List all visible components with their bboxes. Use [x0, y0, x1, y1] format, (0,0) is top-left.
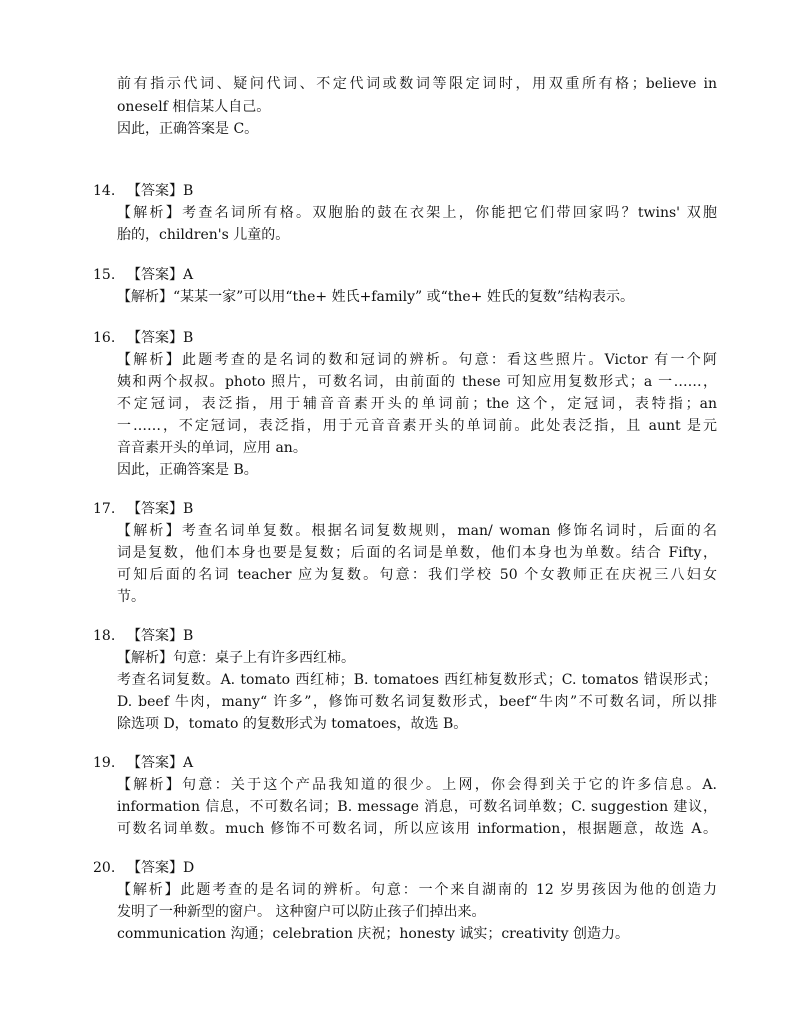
explanation-line: 姨和两个叔叔。photo 照片，可数名词，由前面的 these 可知应用复数形式；a 一……， [117, 374, 717, 390]
intro-line: oneself 相信某人自己。 [117, 99, 271, 115]
answer-label: 【答案】A [127, 755, 194, 771]
question-number: 14. [93, 183, 116, 199]
explanation-line: 考查名词复数。A. tomato 西红柿；B. tomatoes 西红柿复数形式；C. tomatos 错误形式； [117, 672, 717, 688]
question-number: 20. [93, 860, 116, 876]
intro-line: 因此，正确答案是 C。 [117, 121, 259, 137]
answer-label: 【答案】A [127, 267, 194, 283]
explanation-line: 【解析】句意：桌子上有许多西红柿。 [117, 650, 355, 666]
answer-label: 【答案】B [127, 183, 194, 199]
explanation-line: 【解析】考查名词所有格。双胞胎的鼓在衣架上，你能把它们带回家吗？twins' 双胞 [117, 205, 717, 221]
explanation-line: information 信息，不可数名词；B. message 消息，可数名词单数；C. suggestion 建议， [117, 799, 717, 815]
question-number: 15. [93, 267, 116, 283]
explanation-line: communication 沟通；celebration 庆祝；honesty 诚实；creativity 创造力。 [117, 926, 629, 942]
intro-line: 前有指示代词、疑问代词、不定代词或数词等限定词时，用双重所有格；believe in [117, 76, 717, 92]
explanation-line: 【解析】考查名词单复数。根据名词复数规则，man/ woman 修饰名词时，后面的名 [117, 523, 717, 539]
explanation-line: D. beef 牛肉，many“ 许多”，修饰可数名词复数形式，beef“牛肉”不可数名词，所以排 [117, 694, 717, 710]
explanation-line: 不定冠词，表泛指，用于辅音音素开头的单词前；the 这个，定冠词，表特指；an [117, 396, 717, 412]
explanation-line: 节。 [117, 589, 145, 605]
explanation-line: 除选项 D，tomato 的复数形式为 tomatoes，故选 B。 [117, 716, 468, 732]
explanation-line: 音音素开头的单词，应用 an。 [117, 440, 307, 456]
explanation-line: 【解析】此题考查的是名词的辨析。句意：一个来自湖南的 12 岁男孩因为他的创造力 [117, 882, 717, 898]
explanation-line: 因此，正确答案是 B。 [117, 462, 258, 478]
explanation-line: 可知后面的名词 teacher 应为复数。句意：我们学校 50 个女教师正在庆祝三八妇女 [117, 567, 717, 583]
answer-label: 【答案】B [127, 330, 194, 346]
question-number: 16. [93, 330, 116, 346]
explanation-line: 【解析】此题考查的是名词的数和冠词的辨析。句意：看这些照片。Victor 有一个阿 [117, 352, 717, 368]
answer-label: 【答案】B [127, 501, 194, 517]
answer-label: 【答案】D [127, 860, 195, 876]
explanation-line: 词是复数，他们本身也要是复数；后面的名词是单数，他们本身也为单数。结合 Fifty， [117, 545, 717, 561]
explanation-line: 可数名词单数。much 修饰不可数名词，所以应该用 information，根据题意，故选 A。 [117, 821, 717, 837]
explanation-line: 一……，不定冠词，表泛指，用于元音音素开头的单词前。此处表泛指，且 aunt 是元 [117, 418, 717, 434]
question-number: 17. [93, 501, 116, 517]
explanation-line: 发明了一种新型的窗户。 这种窗户可以防止孩子们掉出来。 [117, 904, 486, 920]
question-number: 19. [93, 755, 116, 771]
answer-label: 【答案】B [127, 628, 194, 644]
question-number: 18. [93, 628, 116, 644]
explanation-line: 胎的，children's 儿童的。 [117, 227, 290, 243]
explanation-line: 【解析】“某某一家”可以用“the+ 姓氏+family” 或“the+ 姓氏的复数”结构表示。 [117, 289, 635, 305]
explanation-line: 【解析】句意：关于这个产品我知道的很少。上网，你会得到关于它的许多信息。A. [117, 777, 717, 793]
